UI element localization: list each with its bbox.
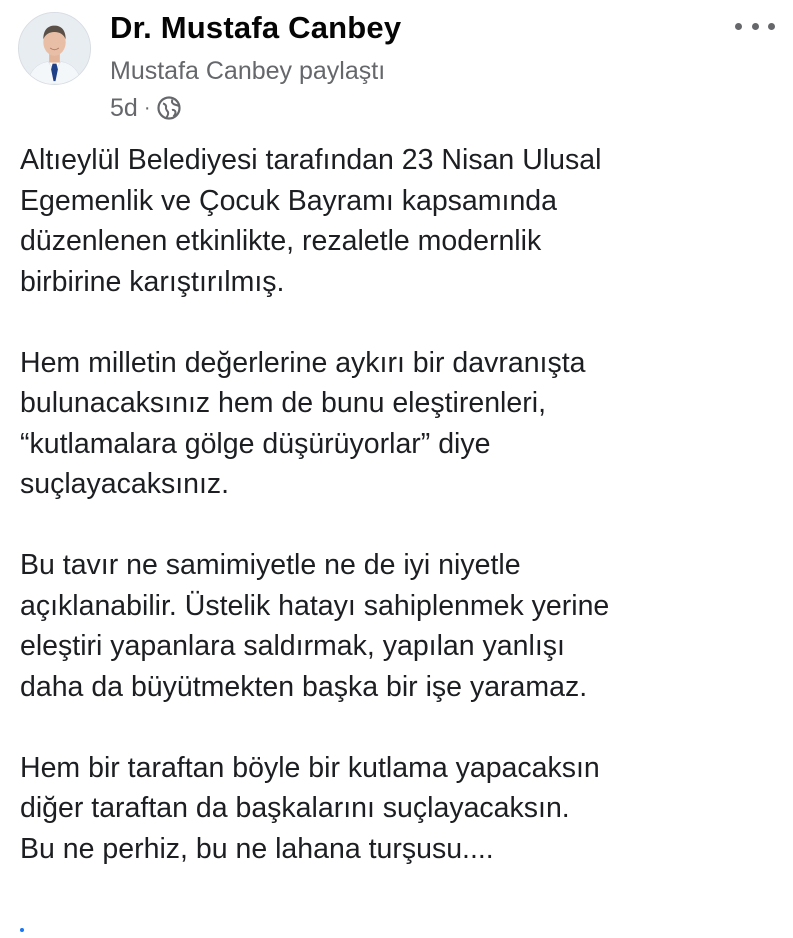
profile-photo-icon: [19, 13, 90, 84]
author-name[interactable]: Dr. Mustafa Canbey: [110, 10, 402, 45]
cropped-content-marker: [20, 928, 24, 932]
more-dot: [735, 23, 742, 30]
post-paragraph: Bu tavır ne samimiyetle ne de iyi niyetle açıklanabilir. Üstelik hatayı sahiplenmek yerine eleştiri yapanlara saldırmak, yapılan yanlışı daha da büyütmekten başka bir işe yaramaz.: [20, 549, 610, 703]
post-paragraph: Hem bir taraftan böyle bir kutlama yapacaksın diğer taraftan da başkalarını suçlayacaksın. Bu ne perhiz, bu ne lahana turşusu....: [20, 751, 600, 865]
post-meta: [110, 92, 182, 124]
avatar[interactable]: [18, 12, 91, 85]
shared-by-label: Mustafa Canbey paylaştı: [110, 57, 386, 85]
post-paragraph: Hem milletin değerlerine aykırı bir davranışta bulunacaksınız hem de bunu eleştirenleri, “kutlamalara gölge düşürüyorlar” diye suçlayacaksınız.: [20, 346, 586, 500]
more-dot: [768, 23, 775, 30]
meta-separator: ·: [143, 96, 151, 119]
more-dot: [752, 23, 759, 30]
post-time[interactable]: 5d: [110, 93, 138, 122]
post-header: [0, 0, 793, 135]
post-text: [20, 140, 780, 869]
more-options-icon[interactable]: [735, 14, 775, 38]
post-paragraph: Altıeylül Belediyesi tarafından 23 Nisan Ulusal Egemenlik ve Çocuk Bayramı kapsamında düzenlenen etkinlikte, rezaletle modernlik birbirine karıştırılmış.: [20, 144, 602, 298]
globe-icon[interactable]: [156, 95, 182, 121]
